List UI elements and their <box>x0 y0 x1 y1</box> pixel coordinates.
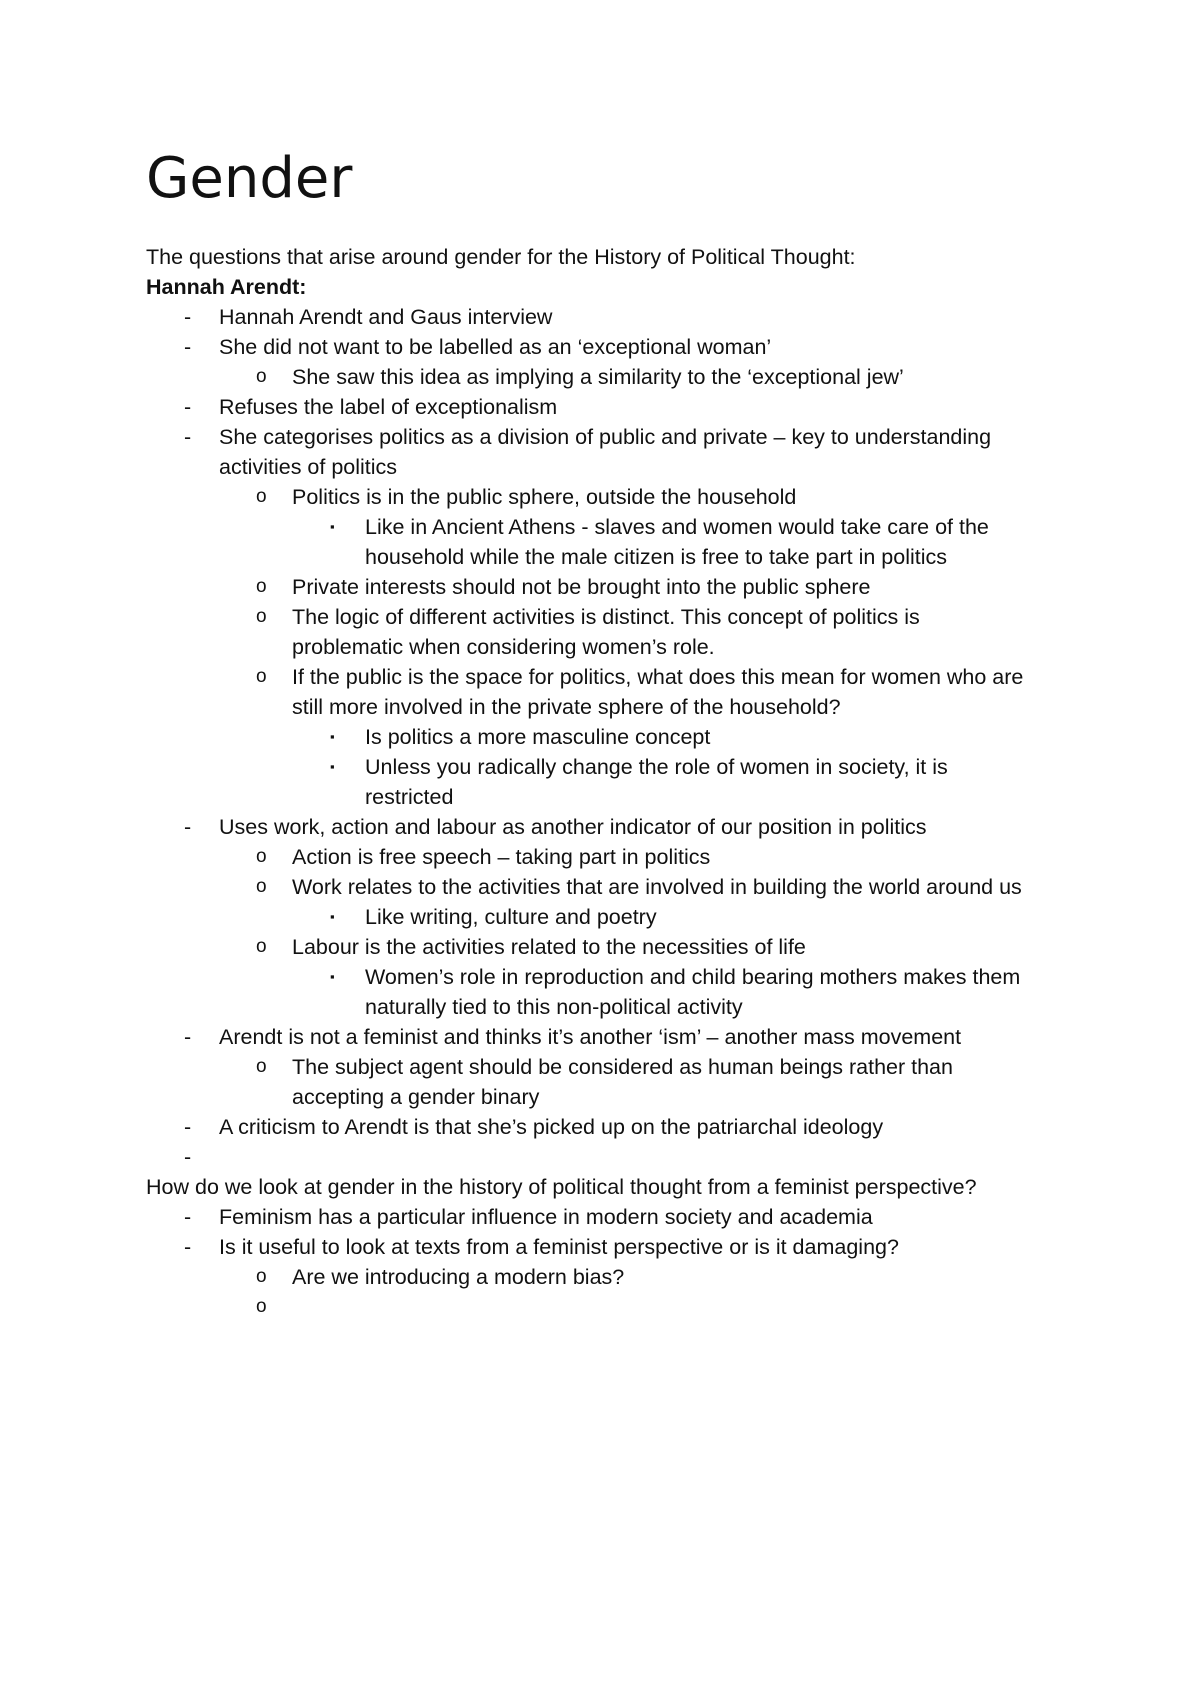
list-item: - Is it useful to look at texts from a feminist perspective or is it damaging? <box>146 1232 1076 1262</box>
list-item: - Feminism has a particular influence in modern society and academia <box>146 1202 1076 1232</box>
list-item-continuation: still more involved in the private sphere of the household? <box>292 695 841 719</box>
list-item: - Hannah Arendt and Gaus interview <box>146 302 1076 332</box>
list-item: o Action is free speech – taking part in politics <box>146 842 1076 872</box>
list-item: o Are we introducing a modern bias? <box>146 1262 1076 1292</box>
list-item-continuation: household while the male citizen is free to take part in politics <box>365 545 948 569</box>
document-body <box>146 242 1076 1317</box>
circle-bullet-icon: o <box>256 1056 267 1077</box>
list-item: o Labour is the activities related to the necessities of life <box>146 932 1076 962</box>
dash-bullet-icon: - <box>184 305 192 329</box>
dash-bullet-icon: - <box>184 335 192 359</box>
dash-bullet-icon: - <box>184 1235 192 1259</box>
list-item: ▪ Unless you radically change the role of women in society, it is <box>146 752 1076 782</box>
dash-bullet-icon: - <box>184 425 192 449</box>
list-item-continuation: restricted <box>365 785 454 809</box>
list-item-continuation: naturally tied to this non-political activity <box>365 995 743 1019</box>
paragraph-spacer <box>146 1142 1076 1172</box>
list-item: o She saw this idea as implying a similarity to the ‘exceptional jew’ <box>146 362 1076 392</box>
circle-bullet-icon: o <box>256 486 267 507</box>
list-item: - She categorises politics as a division of public and private – key to understanding <box>146 422 1076 452</box>
list-item-continuation: accepting a gender binary <box>292 1085 540 1109</box>
intro-text: The questions that arise around gender for the History of Political Thought: <box>146 245 856 269</box>
dash-bullet-icon: - <box>184 395 192 419</box>
list-item-continuation: problematic when considering women’s role. <box>292 635 715 659</box>
section-heading-arendt: Hannah Arendt: <box>146 275 307 299</box>
list-item: ▪ Women’s role in reproduction and child bearing mothers makes them <box>146 962 1076 992</box>
list-item: o Politics is in the public sphere, outside the household <box>146 482 1076 512</box>
circle-bullet-icon: o <box>256 876 267 897</box>
list-item: ▪ Like writing, culture and poetry <box>146 902 1076 932</box>
square-bullet-icon: ▪ <box>330 759 335 774</box>
document-title: Gender <box>146 146 353 211</box>
list-item: - She did not want to be labelled as an ‘exceptional woman’ <box>146 332 1076 362</box>
list-item: ▪ Like in Ancient Athens - slaves and women would take care of the <box>146 512 1076 542</box>
list-item: - A criticism to Arendt is that she’s picked up on the patriarchal ideology <box>146 1112 1076 1142</box>
section-question-feminist: How do we look at gender in the history of political thought from a feminist perspective? <box>146 1175 977 1199</box>
circle-bullet-icon: o <box>256 366 267 387</box>
list-item: - Refuses the label of exceptionalism <box>146 392 1076 422</box>
dash-bullet-icon: - <box>184 1025 192 1049</box>
circle-bullet-icon: o <box>256 1296 267 1317</box>
square-bullet-icon: ▪ <box>330 519 335 534</box>
circle-bullet-icon: o <box>256 846 267 867</box>
square-bullet-icon: ▪ <box>330 969 335 984</box>
square-bullet-icon: ▪ <box>330 729 335 744</box>
dash-bullet-icon: - <box>184 1145 192 1169</box>
list-item: ▪ Is politics a more masculine concept <box>146 722 1076 752</box>
list-item: o The subject agent should be considered as human beings rather than <box>146 1052 1076 1082</box>
list-item: - Uses work, action and labour as another indicator of our position in politics <box>146 812 1076 842</box>
list-item: o Work relates to the activities that are involved in building the world around us <box>146 872 1076 902</box>
circle-bullet-icon: o <box>256 606 267 627</box>
circle-bullet-icon: o <box>256 666 267 687</box>
list-item: o Private interests should not be brought into the public sphere <box>146 572 1076 602</box>
dash-bullet-icon: - <box>184 815 192 839</box>
circle-bullet-icon: o <box>256 936 267 957</box>
list-item: o The logic of different activities is distinct. This concept of politics is <box>146 602 1076 632</box>
list-item: - Arendt is not a feminist and thinks it’s another ‘ism’ – another mass movement <box>146 1022 1076 1052</box>
circle-bullet-icon: o <box>256 576 267 597</box>
dash-bullet-icon: - <box>184 1115 192 1139</box>
square-bullet-icon: ▪ <box>330 909 335 924</box>
list-item: o If the public is the space for politics, what does this mean for women who are <box>146 662 1076 692</box>
circle-bullet-icon: o <box>256 1266 267 1287</box>
dash-bullet-icon: - <box>184 1205 192 1229</box>
list-item-continuation: activities of politics <box>219 455 398 479</box>
